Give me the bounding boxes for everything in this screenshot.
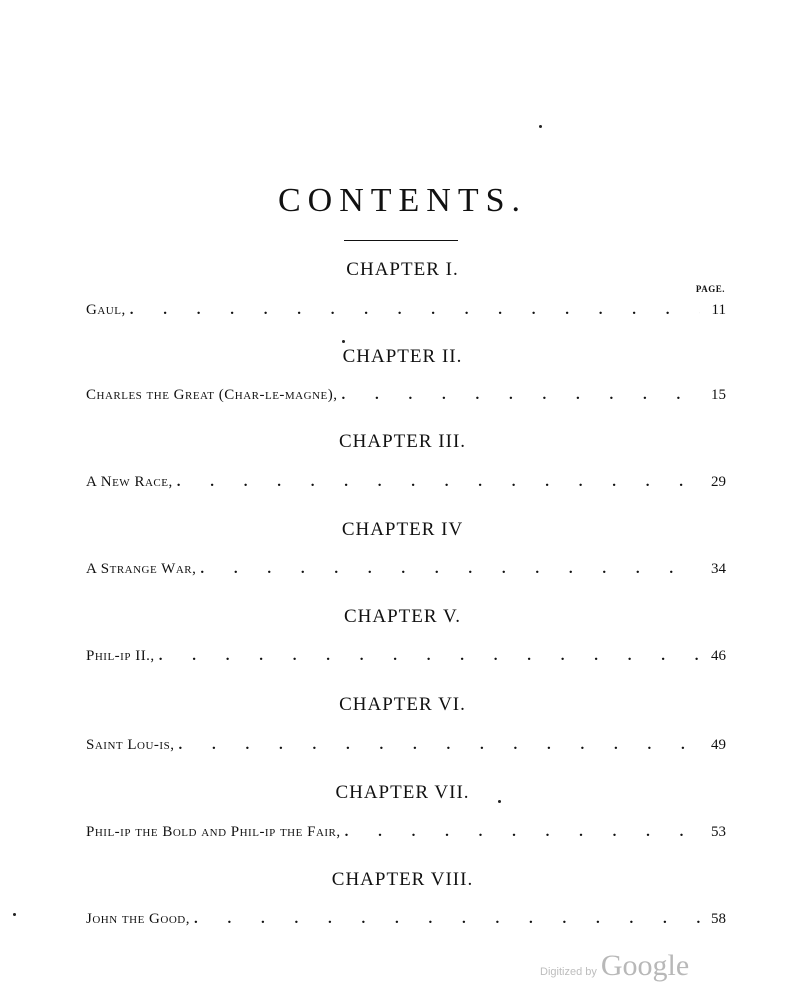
chapter-heading: CHAPTER III. [338, 431, 467, 452]
chapter-heading: CHAPTER VII. [335, 782, 470, 803]
toc-entry [86, 474, 726, 498]
scan-speck [342, 340, 345, 343]
entry-page-number: 58 [711, 911, 726, 927]
chapter-heading: CHAPTER V. [344, 606, 461, 627]
entry-title: Phil-ip the Bold and Phil-ip the Fair, [86, 824, 341, 840]
chapter-heading: CHAPTER VI. [339, 694, 466, 715]
digitized-watermark [540, 949, 689, 983]
entry-page-number: 46 [711, 648, 726, 664]
google-logo: Google [600, 949, 690, 982]
entry-title: Saint Lou-is, [86, 737, 175, 753]
entry-title: Gaul, [86, 302, 126, 318]
entry-page-number: 11 [711, 302, 726, 318]
dot-leader [159, 648, 700, 665]
watermark-prefix: Digitized by [540, 966, 597, 978]
scan-speck [539, 125, 542, 128]
entry-title: John the Good, [86, 911, 190, 927]
entry-page-number: 29 [711, 474, 726, 490]
toc-entry [86, 911, 726, 935]
title-rule [344, 240, 458, 241]
entry-title: A Strange War, [86, 561, 197, 577]
toc-entry [86, 648, 726, 672]
chapter-heading: CHAPTER VIII. [331, 869, 474, 890]
entry-page-number: 15 [711, 387, 726, 403]
toc-entry [86, 302, 726, 326]
dot-leader [177, 474, 700, 491]
toc-entry [86, 737, 726, 761]
entry-title: A New Race, [86, 474, 173, 490]
chapter-heading: CHAPTER I. [346, 259, 459, 280]
dot-leader [178, 737, 700, 754]
entry-page-number: 49 [711, 737, 726, 753]
entry-title: Phil-ip II., [86, 648, 155, 664]
chapter-heading: CHAPTER IV [341, 519, 464, 540]
entry-page-number: 34 [711, 561, 726, 577]
scan-speck [13, 913, 16, 916]
dot-leader [200, 561, 700, 578]
page-column-header: PAGE. [695, 284, 725, 294]
page-title: CONTENTS. [277, 182, 528, 219]
toc-entry [86, 561, 726, 585]
dot-leader [341, 387, 700, 404]
dot-leader [194, 911, 700, 928]
dot-leader [345, 824, 700, 841]
entry-title: Charles the Great (Char-le-magne), [86, 387, 338, 403]
entry-page-number: 53 [711, 824, 726, 840]
dot-leader [130, 302, 700, 319]
scan-speck [498, 800, 501, 803]
chapter-heading: CHAPTER II. [342, 346, 463, 367]
toc-entry [86, 824, 726, 848]
toc-entry [86, 387, 726, 411]
